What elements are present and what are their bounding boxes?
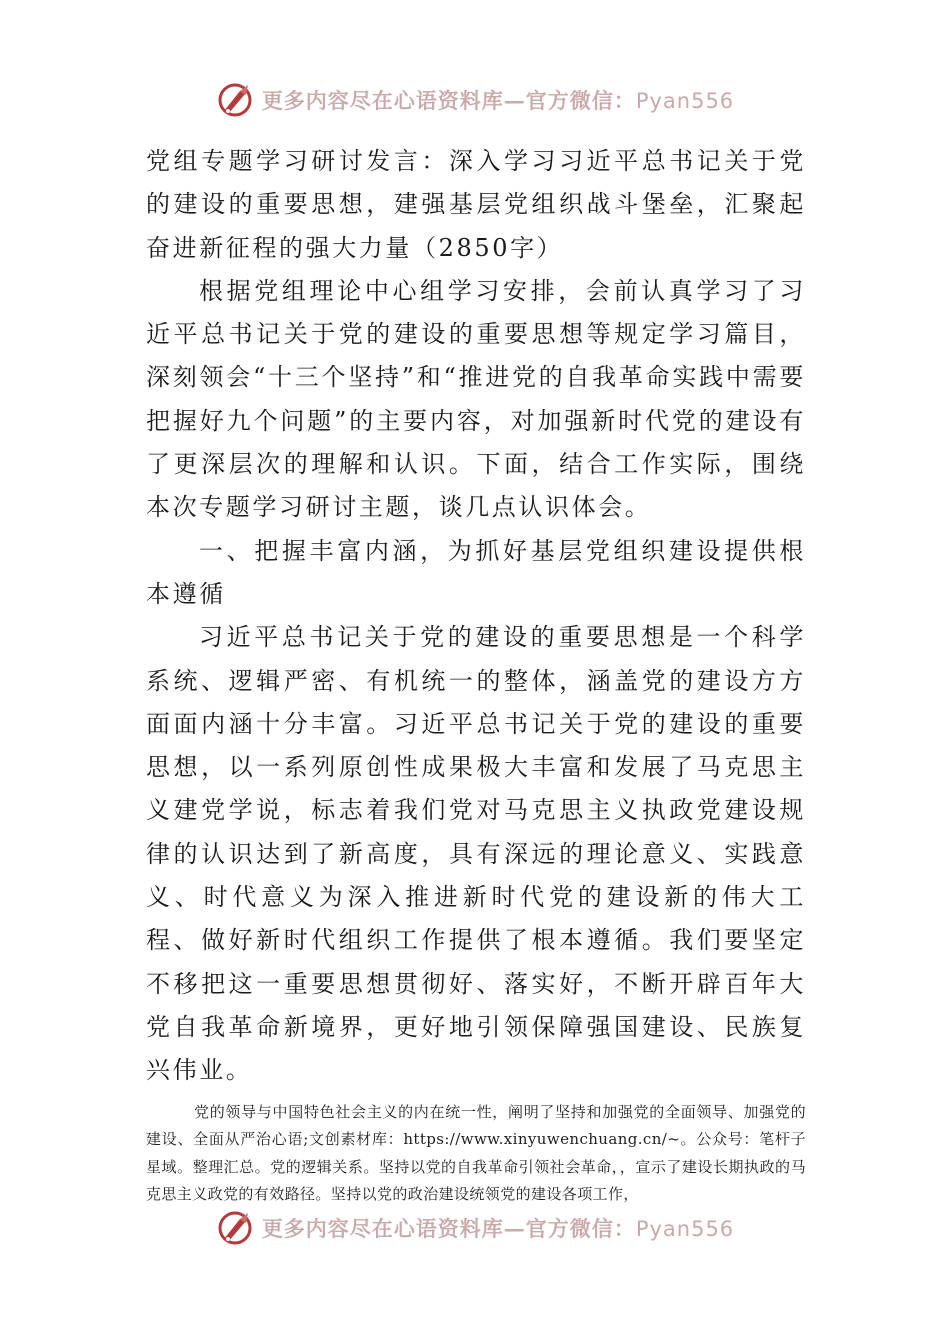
watermark-text: 更多内容尽在心语资料库—官方微信：Pyan556 — [261, 1216, 735, 1241]
section-heading-1: 一、把握丰富内涵，为抓好基层党组织建设提供根本遵循 — [146, 536, 806, 608]
watermark-header — [0, 78, 950, 122]
document-title: 党组专题学习研讨发言：深入学习习近平总书记关于党的建设的重要思想，建强基层党组织战斗堡垒，汇聚起奋进新征程的强大力量（2850字） — [146, 147, 806, 262]
watermark-text: 更多内容尽在心语资料库—官方微信：Pyan556 — [261, 88, 735, 113]
watermark-handle: Pyan556 — [635, 1217, 735, 1241]
document-body — [146, 140, 806, 1209]
watermark-handle: Pyan556 — [635, 89, 735, 113]
body-paragraph: 习近平总书记关于党的建设的重要思想是一个科学系统、逻辑严密、有机统一的整体，涵盖党的建设方方面面内涵十分丰富。习近平总书记关于党的建设的重要思想，以一系列原创性成果极大丰富和发展了马克思主义建党学说，标志着我们党对马克思主义执政党建设规律的认识达到了新高度，具有深远的理论意义、实践意义、时代意义为深入推进新时代党的建设新的伟大工程、做好新时代组织工作提供了根本遵循。我们要坚定不移把这一重要思想贯彻好、落实好，不断开辟百年大党自我革命新境界，更好地引领保障强国建设、民族复兴伟业。 — [146, 623, 806, 1085]
watermark-footer — [0, 1206, 950, 1250]
footnote-paragraph: 党的领导与中国特色社会主义的内在统一性，阐明了坚持和加强党的全面领导、加强党的建设、全面从严治心语;文创素材库：https://www.xinyuwenchuang.cn/~。公众号：笔杆子星域。整理汇总。党的逻辑关系。坚持以党的自我革命引领社会革命，，宣示了建设长期执政的马克思主义政党的有效路径。坚持以党的政治建设统领党的建设各项工作， — [146, 1102, 806, 1204]
quill-pen-logo-icon — [216, 1209, 254, 1247]
intro-paragraph: 根据党组理论中心组学习安排，会前认真学习了习近平总书记关于党的建设的重要思想等规定学习篇目，深刻领会“十三个坚持”和“推进党的自我革命实践中需要把握好九个问题”的主要内容，对加强新时代党的建设有了更深层次的理解和认识。下面，结合工作实际，围绕本次专题学习研讨主题，谈几点认识体会。 — [146, 276, 806, 522]
quill-pen-logo-icon — [216, 81, 254, 119]
